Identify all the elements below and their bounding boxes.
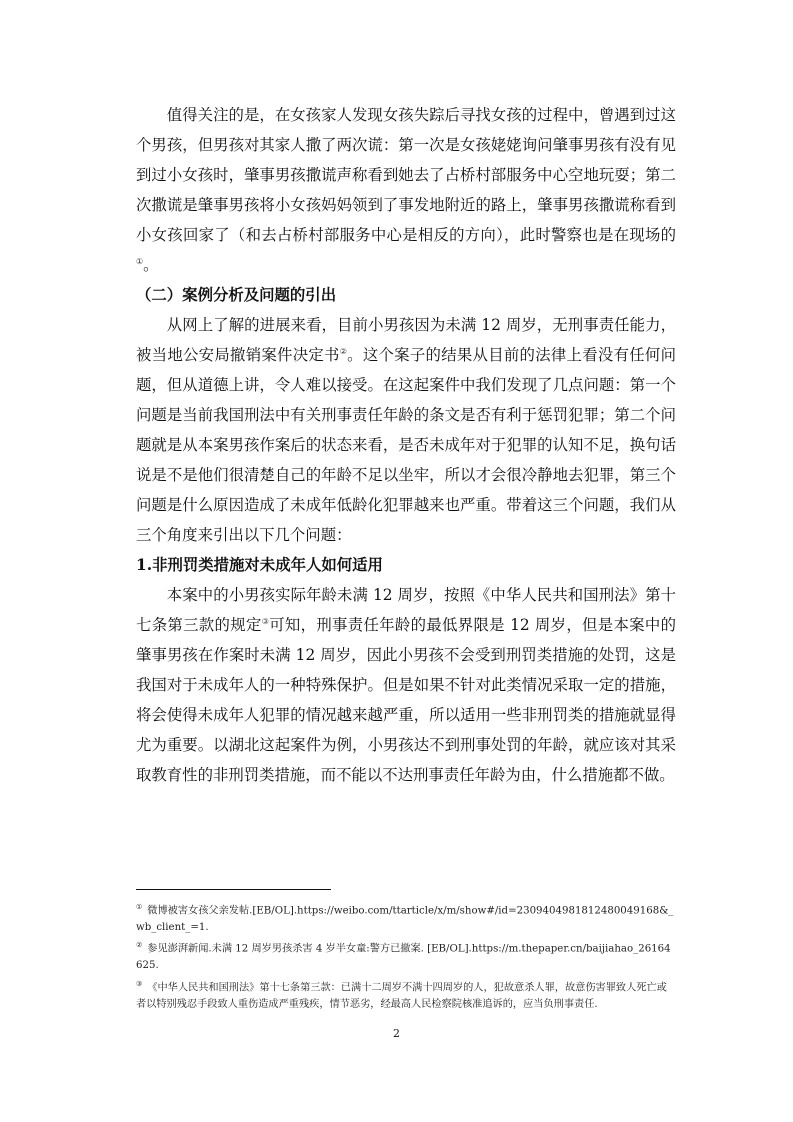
footnote-1-text: 微博被害女孩父亲发帖.[EB/OL].https://weibo.com/ttarticle/x/m/show#/id=2309404981812480049168&_wb_client_=1. — [136, 905, 674, 933]
paragraph-3-end: 可知，刑事责任年龄的最低界限是 12 周岁，但是本案中的肇事男孩在作案时未满 12 周岁，因此小男孩不会受到刑罚类措施的处罚，这是我国对于未成年人的一种特殊保护。但是如果不针对此类情况采取一定的措施，将会使得未成年人犯罪的情况越来越严重，所以适用一些非刑罚类的措施就显得尤为重要。以湖北这起案件为例，小男孩达不到刑事处罚的年龄，就应该对其采取教育性的非刑罚类措施，而不能以不达刑事责任年龄为由，什么措施都不做。 — [136, 616, 676, 784]
footnote-3-mark: ③ — [136, 979, 143, 988]
paragraph-2 — [136, 310, 676, 550]
paragraph-2-text: 从网上了解的进展来看，目前小男孩因为未满 12 周岁，无刑事责任能力，被当地公安局撤销案件决定书 — [136, 316, 676, 364]
footnote-2-text: 参见澎湃新闻.未满 12 周岁男孩杀害 4 岁半女童:警方已撤案. [EB/OL].https://m.thepaper.cn/baijiahao_26164625. — [136, 943, 671, 972]
footnote-3-text: 《中华人民共和国刑法》第十七条第三款：已满十二周岁不满十四周岁的人，犯故意杀人罪，故意伤害罪致人死亡或者以特别残忍手段致人重伤造成严重残疾，情节恶劣，经最高人民检察院核准追诉的，应当负刑事责任. — [136, 982, 667, 1010]
footnote-1-mark: ① — [136, 903, 143, 911]
footnote-2-mark: ② — [136, 941, 143, 950]
footnotes — [136, 899, 676, 1014]
paragraph-2-end: 。这个案子的结果从目前的法律上看没有任何问题，但从道德上讲，令人难以接受。在这起案件中我们发现了几点问题：第一个问题是当前我国刑法中有关刑事责任年龄的条文是否有利于惩罚犯罪；第二个问题就是从本案男孩作案后的状态来看，是否未成年对于犯罪的认知不足，换句话说是不是他们很清楚自己的年龄不足以坐牢，所以才会很冷静地去犯罪，第三个问题是什么原因造成了未成年低龄化犯罪越来也严重。带着这三个问题，我们从三个角度来引出以下几个问题： — [136, 346, 676, 544]
paragraph-3-text: 本案中的小男孩实际年龄未满 12 周岁，按照《中华人民共和国刑法》第十七条第三款的规定 — [136, 586, 676, 634]
body-text — [136, 100, 676, 790]
section-heading-2: （二）案例分析及问题的引出 — [136, 286, 337, 304]
footnote-ref-1[interactable]: ① — [136, 256, 144, 266]
subsection-heading-1: 1.非刑罚类措施对未成年人如何适用 — [136, 556, 383, 574]
paragraph-1-text: 值得关注的是，在女孩家人发现女孩失踪后寻找女孩的过程中，曾遇到过这个男孩，但男孩对其家人撒了两次谎：第一次是女孩姥姥询问肇事男孩有没有见到过小女孩时，肇事男孩撒谎声称看到她去了占桥村部服务中心空地玩耍；第二次撒谎是肇事男孩将小女孩妈妈领到了事发地附近的路上，肇事男孩撒谎称看到小女孩回家了（和去占桥村部服务中心是相反的方向），此时警察也是在现场的 — [136, 106, 676, 244]
paragraph-3 — [136, 580, 676, 790]
footnote-1 — [136, 899, 676, 936]
footnote-ref-2[interactable]: ② — [339, 346, 348, 356]
footnote-divider — [136, 889, 331, 890]
paragraph-1-end: 。 — [143, 256, 159, 274]
page-number: 2 — [393, 1027, 400, 1040]
paragraph-1 — [136, 100, 676, 280]
footnote-ref-3[interactable]: ③ — [261, 616, 270, 626]
footnote-2 — [136, 937, 676, 974]
footnote-3 — [136, 976, 676, 1013]
